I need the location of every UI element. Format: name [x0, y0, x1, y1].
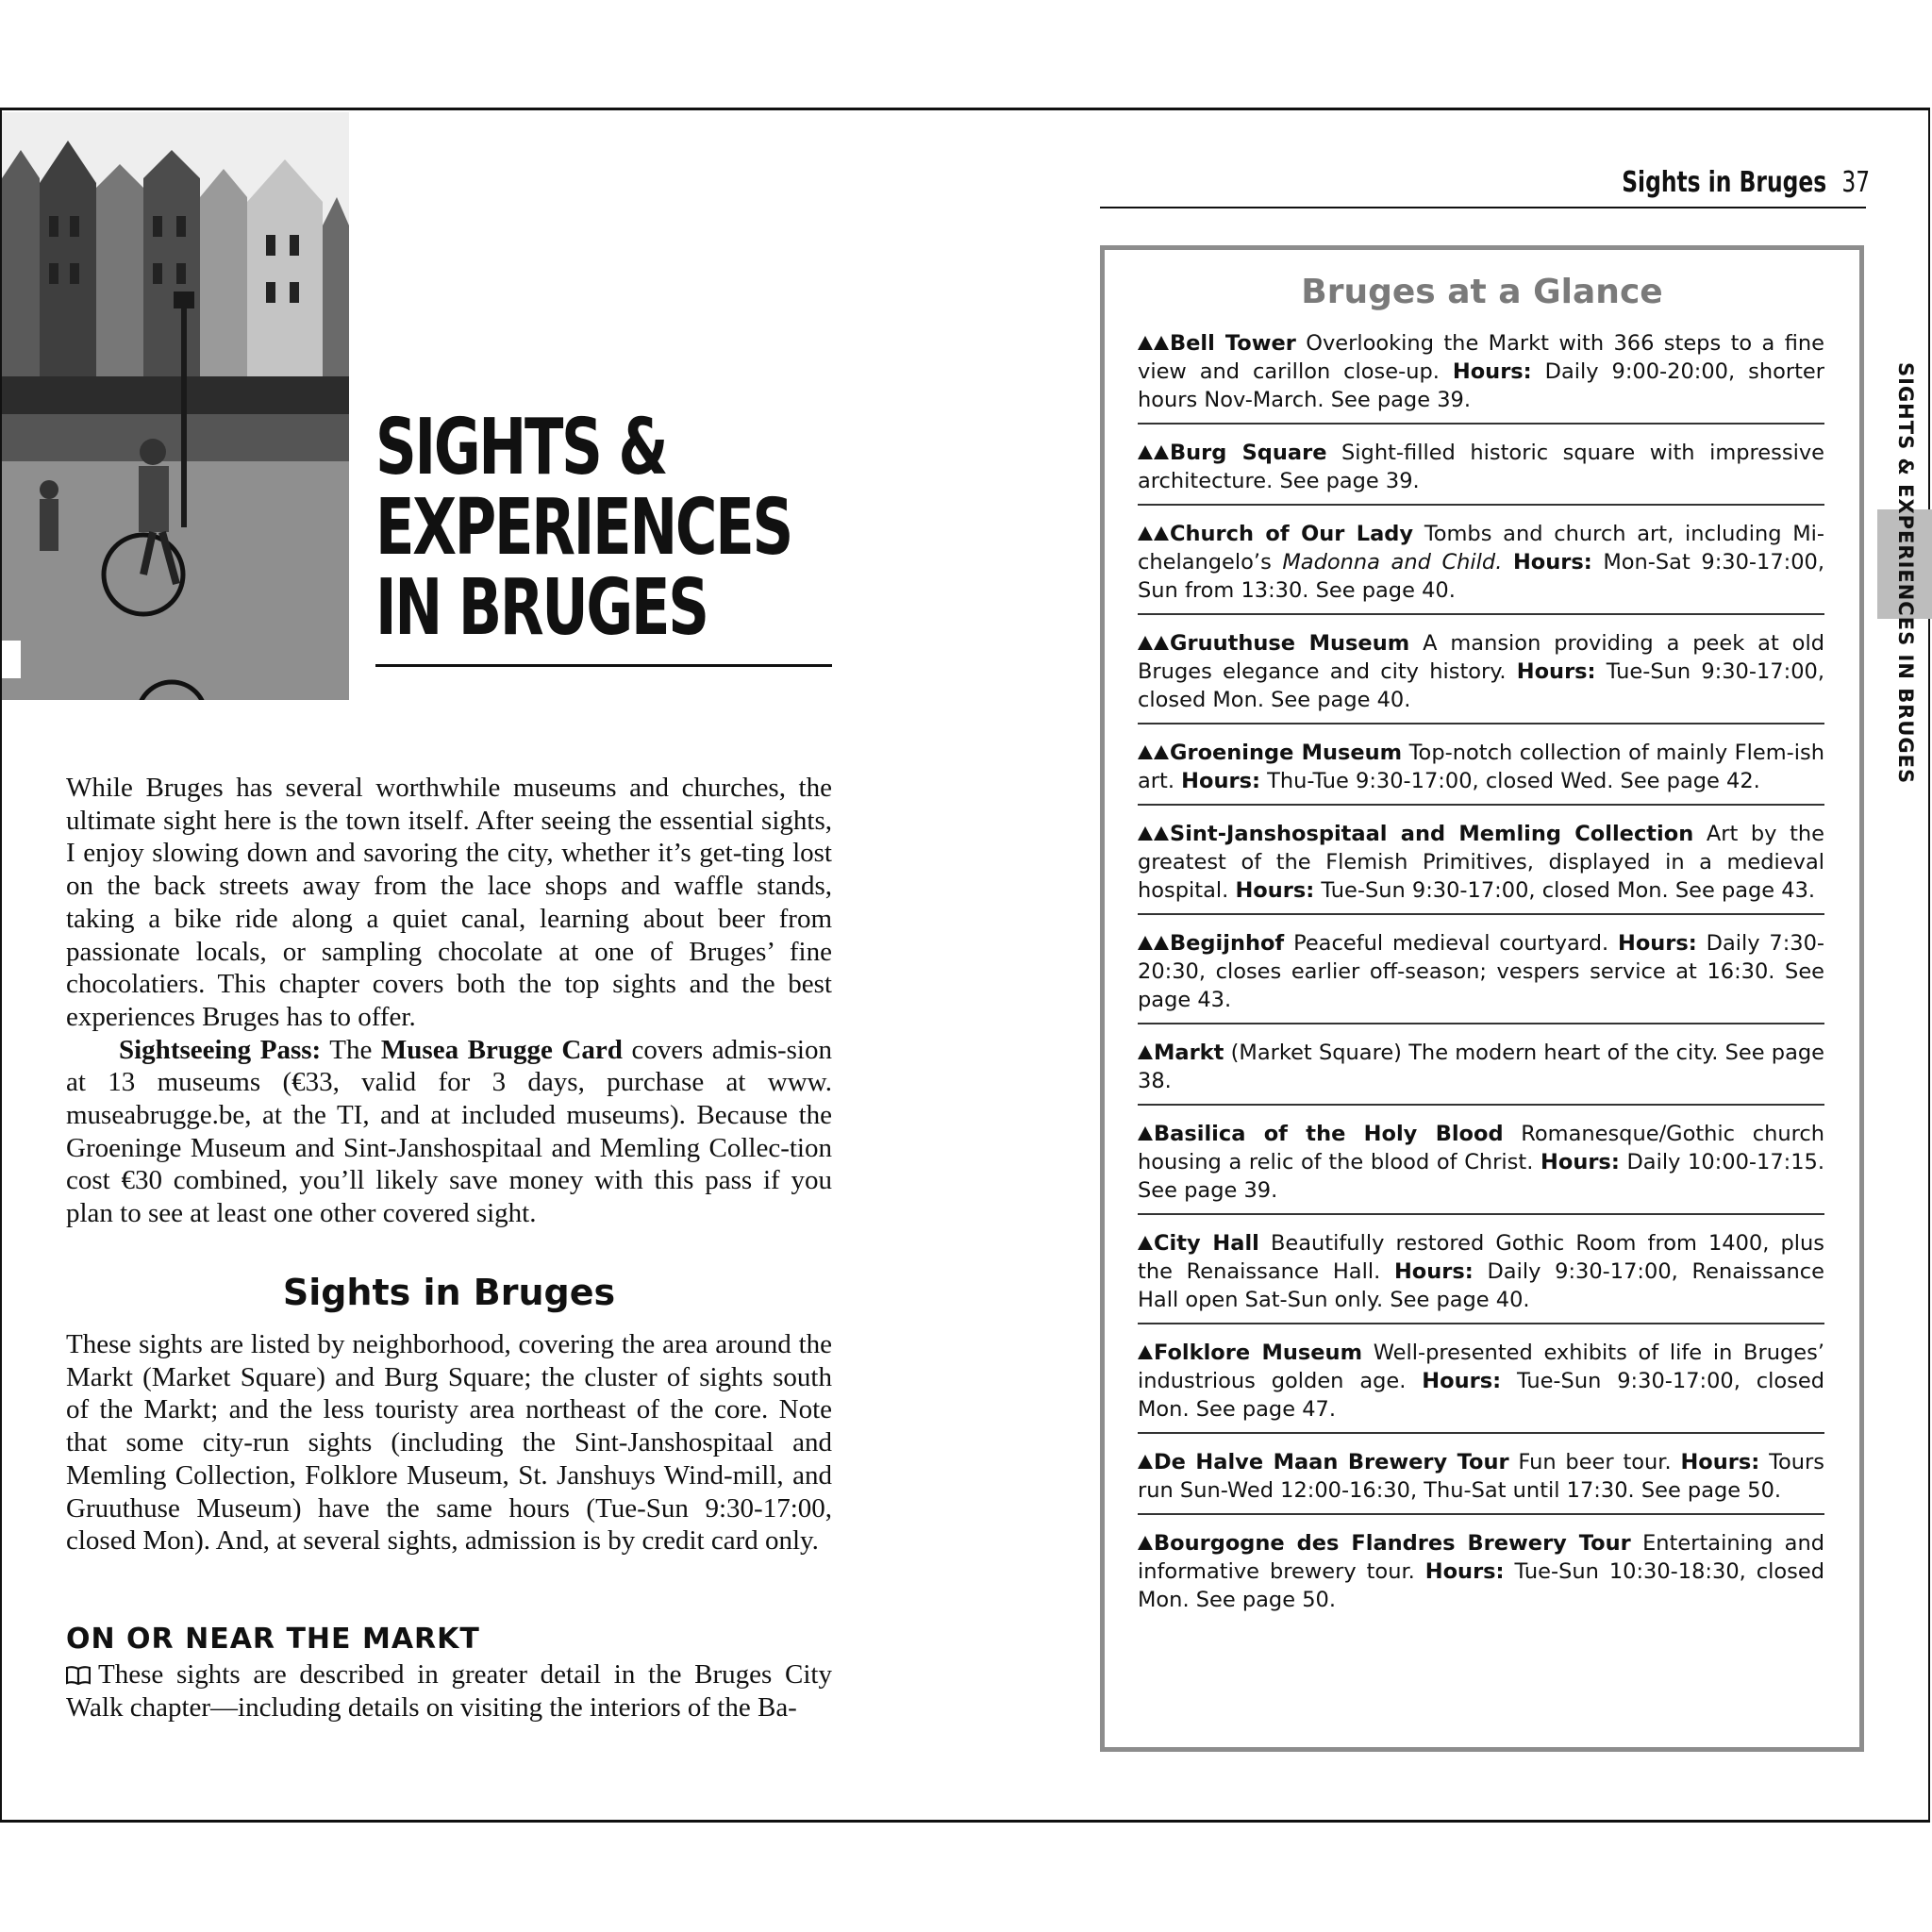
sightseeing-pass-paragraph: [66, 1034, 832, 1230]
glance-item-hours-label: Hours:: [1512, 550, 1592, 575]
glance-item-name: City Hall: [1154, 1231, 1259, 1256]
glance-item-hours: Tue-Sun 9:30-17:00, closed Mon. See page 43.: [1321, 878, 1816, 903]
glance-item: [1138, 1039, 1824, 1106]
triangle-rating-icon: [1138, 936, 1153, 950]
glance-item-artwork: Madonna and Child.: [1282, 550, 1503, 575]
glance-item: [1138, 329, 1824, 425]
glance-item-hours-label: Hours:: [1422, 1369, 1502, 1393]
glance-item-desc: Well-presented exhibits of life in Bruges’ industrious golden age.: [1138, 1341, 1824, 1393]
chapter-title: [375, 403, 791, 653]
glance-item-hours: Thu-Tue 9:30-17:00, closed Wed. See page 42.: [1267, 769, 1760, 793]
glance-item: [1138, 1339, 1824, 1434]
triangle-rating-icon: [1138, 826, 1153, 841]
photo-illustration: [2, 112, 349, 700]
chapter-title-rule: [375, 664, 832, 667]
glance-item-desc: Sight-filled historic square with impressive architecture. See page 39.: [1138, 441, 1824, 493]
glance-item-name: Folklore Museum: [1154, 1341, 1363, 1365]
glance-item-hours: Daily 9:30-17:00, Renaissance Hall open Sat-Sun only. See page 40.: [1138, 1259, 1824, 1312]
glance-item: [1138, 1229, 1824, 1324]
glance-item-hours: Tue-Sun 10:30-18:30, closed Mon. See page 50.: [1138, 1559, 1824, 1612]
glance-item: [1138, 1448, 1824, 1515]
glance-item-hours-label: Hours:: [1452, 359, 1532, 384]
pass-the: The: [329, 1034, 373, 1065]
page-number: 37: [1841, 166, 1870, 199]
book-icon: [66, 1666, 91, 1685]
running-head-rule: [1100, 207, 1866, 208]
triangle-rating-icon: [1154, 826, 1169, 841]
glance-title: Bruges at a Glance: [1301, 273, 1663, 311]
glance-item-name: Sint-Janshospitaal and Memling Collection: [1170, 822, 1694, 846]
glance-item-name: Burg Square: [1170, 441, 1327, 465]
glance-item-hours: Tue-Sun 9:30-17:00, closed Mon. See page 40.: [1138, 659, 1824, 712]
glance-item-hours-label: Hours:: [1235, 878, 1315, 903]
triangle-rating-icon: [1154, 745, 1169, 759]
markt-photo: [2, 112, 349, 700]
triangle-rating-icon: [1138, 1536, 1153, 1550]
sights-paragraph: These sights are listed by neighborhood, covering the area around the Markt (Market Square) and Burg Square; the cluster of sights south of the Markt; and the less touristy area northeast of the core. Note that some city-run sights (including the Sint-Janshospitaal and Memling Collection, Folklore Museum, St. Janshuys Wind-mill, and Gruuthuse Museum) have the same hours (Tue-Sun 9:30-17:00, closed Mon). And, at several sights, admission is by credit card only.: [66, 1329, 832, 1557]
running-head-title: Sights in Bruges: [1621, 166, 1826, 199]
triangle-rating-icon: [1138, 636, 1153, 650]
pass-label: Sightseeing Pass:: [119, 1034, 322, 1065]
chapter-title-line-1: SIGHTS &: [375, 403, 667, 492]
glance-item-hours-label: Hours:: [1541, 1150, 1620, 1174]
glance-item-name: Bourgogne des Flandres Brewery Tour: [1154, 1531, 1631, 1556]
glance-list: [1138, 329, 1824, 1637]
sights-text: [66, 1328, 832, 1557]
glance-item-desc: Peaceful medieval courtyard.: [1293, 931, 1609, 956]
markt-paragraph-text: These sights are described in greater detail in the Bruges City Walk chapter—including details on visiting the interiors of the Ba-: [66, 1659, 832, 1723]
chapter-title-line-2: EXPERIENCES: [375, 483, 791, 573]
glance-item-hours: Daily 9:00-20:00, shorter hours Nov-March. See page 39.: [1138, 359, 1825, 412]
glance-item-desc: Art by the greatest of the Flemish Primitives, displayed in a medieval hospital.: [1138, 822, 1824, 903]
triangle-rating-icon: [1138, 1345, 1153, 1359]
glance-item: [1138, 1529, 1824, 1623]
chapter-title-line-3: IN BRUGES: [375, 563, 708, 653]
side-tab-label: SIGHTS & EXPERIENCES IN BRUGES: [1894, 362, 1917, 785]
markt-paragraph: [66, 1658, 832, 1724]
triangle-rating-icon: [1138, 445, 1153, 459]
glance-item-name: De Halve Maan Brewery Tour: [1154, 1450, 1509, 1474]
triangle-rating-icon: [1138, 336, 1153, 350]
triangle-rating-icon: [1154, 445, 1169, 459]
glance-item-hours-label: Hours:: [1516, 659, 1596, 684]
glance-item-desc: Tombs and church art, including Mi-chelangelo’s: [1138, 522, 1825, 575]
glance-item-hours-label: Hours:: [1424, 1559, 1505, 1584]
triangle-rating-icon: [1138, 1126, 1153, 1141]
glance-item-hours: Daily 7:30-20:30, closes earlier off-season; vespers service at 16:30. See page 43.: [1138, 931, 1825, 1012]
glance-item-desc: Beautifully restored Gothic Room from 1400, plus the Renaissance Hall.: [1138, 1231, 1825, 1284]
glance-item-desc: Romanesque/Gothic church housing a relic of the blood of Christ.: [1138, 1122, 1824, 1174]
pass-text: covers admis-sion at 13 museums (€33, valid for 3 days, purchase at www. museabrugge.be, at the TI, and at included museums). Because the Groeninge Museum and Sint-Janshospitaal and Memling Collec-tion cost €30 combined, you’ll likely save money with this pass if you plan to see at least one other covered sight.: [66, 1034, 832, 1229]
glance-item-name: Gruuthuse Museum: [1170, 631, 1410, 656]
glance-item-desc: Top-notch collection of mainly Flem-ish art.: [1138, 741, 1824, 793]
glance-item-hours-label: Hours:: [1181, 769, 1260, 793]
intro-text: [66, 772, 832, 1230]
triangle-rating-icon: [1138, 526, 1153, 541]
glance-item-desc: Fun beer tour.: [1518, 1450, 1672, 1474]
glance-item-hours-label: Hours:: [1393, 1259, 1474, 1284]
glance-item-hours: Tue-Sun 9:30-17:00, closed Mon. See page 47.: [1138, 1369, 1825, 1422]
glance-item-desc: A mansion providing a peek at old Bruges elegance and city history.: [1138, 631, 1824, 684]
glance-item: [1138, 929, 1824, 1024]
triangle-rating-icon: [1154, 336, 1169, 350]
glance-item-hours: Tours run Sun-Wed 12:00-16:30, Thu-Sat until 17:30. See page 50.: [1138, 1450, 1824, 1503]
triangle-rating-icon: [1138, 1045, 1153, 1059]
glance-item-hours-label: Hours:: [1680, 1450, 1760, 1474]
triangle-rating-icon: [1154, 636, 1169, 650]
markt-heading: ON OR NEAR THE MARKT: [66, 1623, 480, 1656]
glance-item-desc: (Market Square) The modern heart of the city. See page 38.: [1138, 1041, 1824, 1093]
glance-item: [1138, 629, 1824, 724]
glance-item-name: Bell Tower: [1170, 331, 1296, 356]
intro-paragraph: While Bruges has several worthwhile museums and churches, the ultimate sight here is the town itself. After seeing the essential sights, I enjoy slowing down and savoring the city, whether it’s get-ting lost on the back streets away from the lace shops and waffle stands, taking a bike ride along a quiet canal, learning about beer from passionate locals, or sampling chocolate at one of Bruges’ fine chocolatiers. This chapter covers both the top sights and the best experiences Bruges has to offer.: [66, 773, 832, 1032]
markt-text: [66, 1658, 832, 1724]
glance-item-name: Basilica of the Holy Blood: [1154, 1122, 1504, 1146]
triangle-rating-icon: [1138, 745, 1153, 759]
glance-item: [1138, 1120, 1824, 1215]
triangle-rating-icon: [1154, 526, 1169, 541]
glance-item-name: Begijnhof: [1170, 931, 1285, 956]
glance-item: [1138, 520, 1824, 615]
running-head: [1564, 166, 1870, 199]
glance-item-hours: Mon-Sat 9:30-17:00, Sun from 13:30. See page 40.: [1138, 550, 1825, 603]
glance-item: [1138, 820, 1824, 915]
glance-item-hours: Daily 10:00-17:15. See page 39.: [1138, 1150, 1825, 1203]
pass-card-name: Musea Brugge Card: [380, 1034, 623, 1065]
triangle-rating-icon: [1138, 1455, 1153, 1469]
glance-item-desc: Entertaining and informative brewery tour.: [1138, 1531, 1825, 1584]
glance-item-name: Church of Our Lady: [1170, 522, 1414, 546]
sights-heading: Sights in Bruges: [282, 1272, 616, 1313]
glance-item: [1138, 439, 1824, 506]
triangle-rating-icon: [1138, 1236, 1153, 1250]
triangle-rating-icon: [1154, 936, 1169, 950]
glance-item-name: Markt: [1154, 1041, 1224, 1065]
glance-sidebar: [1100, 245, 1864, 1752]
glance-item-name: Groeninge Museum: [1170, 741, 1403, 765]
glance-item-hours-label: Hours:: [1617, 931, 1697, 956]
glance-item-desc: Overlooking the Markt with 366 steps to a fine view and carillon close-up.: [1138, 331, 1824, 384]
glance-item: [1138, 739, 1824, 806]
